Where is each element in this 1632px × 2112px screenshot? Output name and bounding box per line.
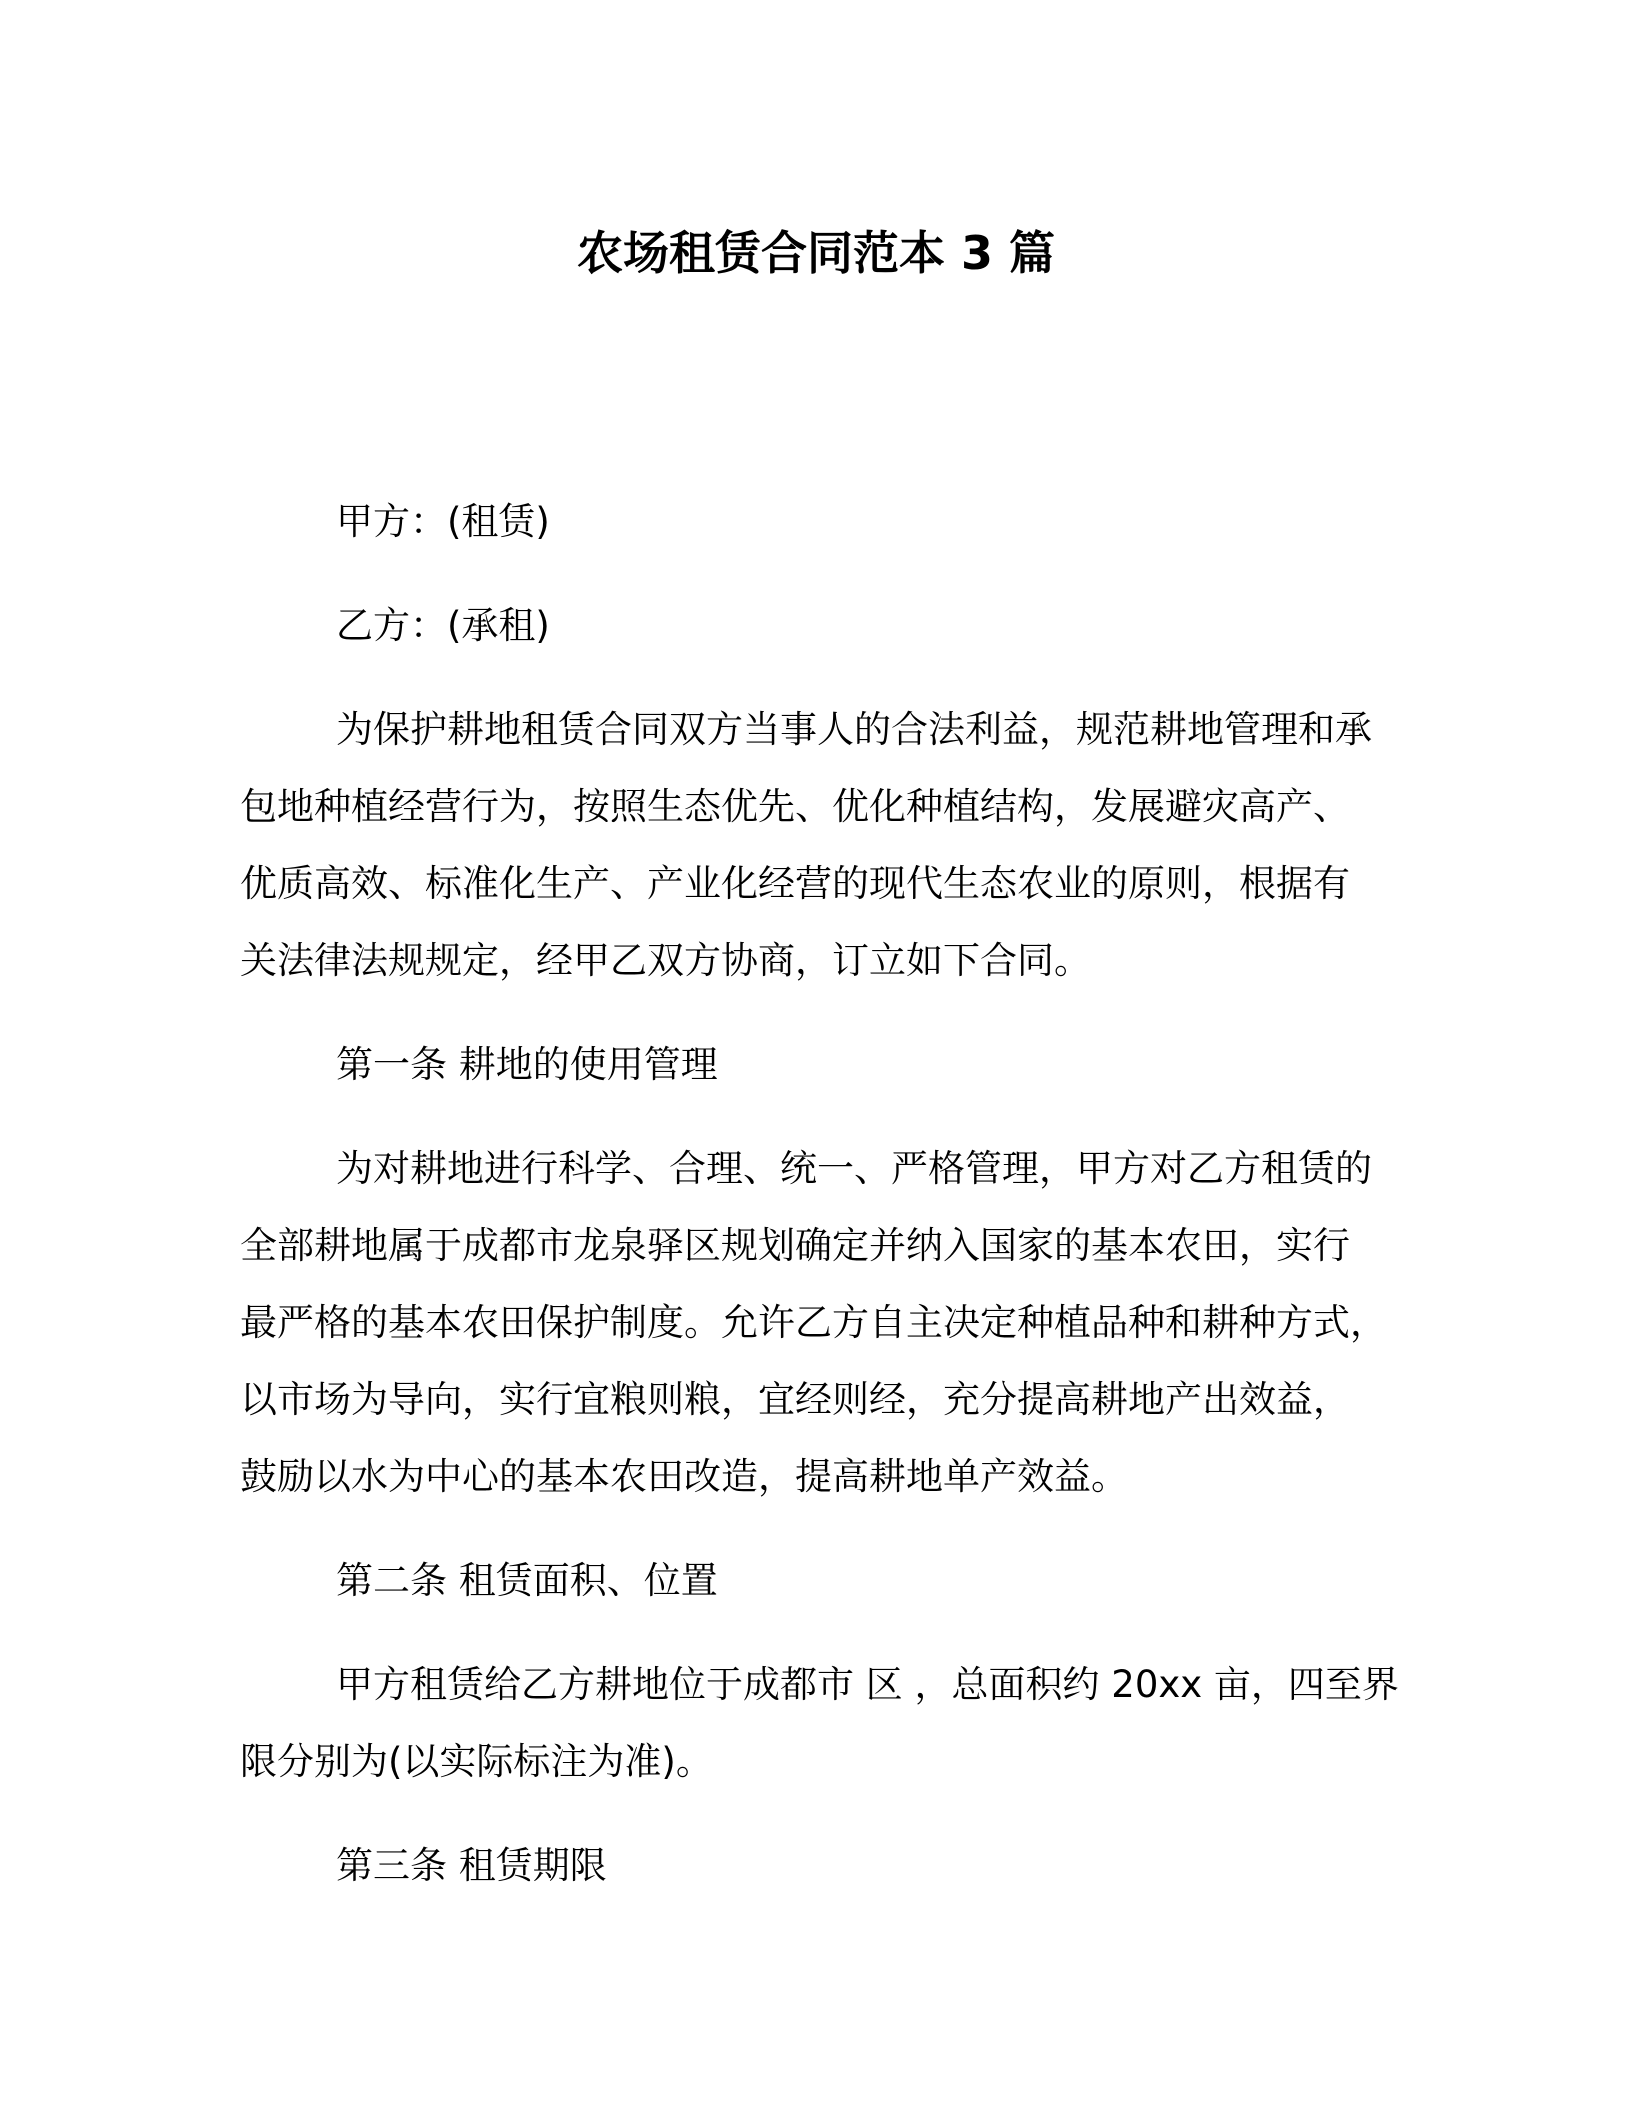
article-2-line: 甲方租赁给乙方耕地位于成都市 区 ，总面积约 20xx 亩，四至界 — [336, 1663, 1399, 1706]
article-2-paragraph — [240, 1646, 1399, 1800]
party-a-text: 甲方：(租赁) — [336, 500, 550, 543]
intro-line: 关法律法规规定，经甲乙双方协商，订立如下合同。 — [240, 939, 1091, 982]
intro-paragraph — [240, 691, 1380, 999]
article-1-heading-text: 第一条 耕地的使用管理 — [336, 1043, 718, 1086]
article-1-line: 鼓励以水为中心的基本农田改造，提高耕地单产效益。 — [240, 1455, 1128, 1498]
article-3-heading-text: 第三条 租赁期限 — [336, 1844, 607, 1887]
article-3-heading — [240, 1827, 1380, 1904]
intro-line: 为保护耕地租赁合同双方当事人的合法利益，规范耕地管理和承 — [336, 708, 1372, 751]
article-1-line: 以市场为导向，实行宜粮则粮，宜经则经，充分提高耕地产出效益， — [240, 1378, 1350, 1421]
article-1-line: 全部耕地属于成都市龙泉驿区规划确定并纳入国家的基本农田，实行 — [240, 1224, 1350, 1267]
article-1-line: 最严格的基本农田保护制度。允许乙方自主决定种植品种和耕种方式， — [240, 1301, 1387, 1344]
article-2-line: 限分别为(以实际标注为准)。 — [240, 1740, 713, 1783]
article-2-heading-text: 第二条 租赁面积、位置 — [336, 1559, 718, 1602]
party-b-text: 乙方：(承租) — [336, 604, 550, 647]
article-1-paragraph — [240, 1130, 1387, 1515]
intro-line: 包地种植经营行为，按照生态优先、优化种植结构，发展避灾高产、 — [240, 785, 1350, 828]
article-2-heading — [240, 1542, 1380, 1619]
document-body — [240, 483, 1399, 1904]
party-a — [240, 483, 1380, 560]
intro-line: 优质高效、标准化生产、产业化经营的现代生态农业的原则，根据有 — [240, 862, 1350, 905]
article-1-heading — [240, 1026, 1380, 1103]
party-b — [240, 587, 1380, 664]
document-title: 农场租赁合同范本 3 篇 — [576, 226, 1056, 280]
article-1-line: 为对耕地进行科学、合理、统一、严格管理，甲方对乙方租赁的 — [336, 1147, 1372, 1190]
